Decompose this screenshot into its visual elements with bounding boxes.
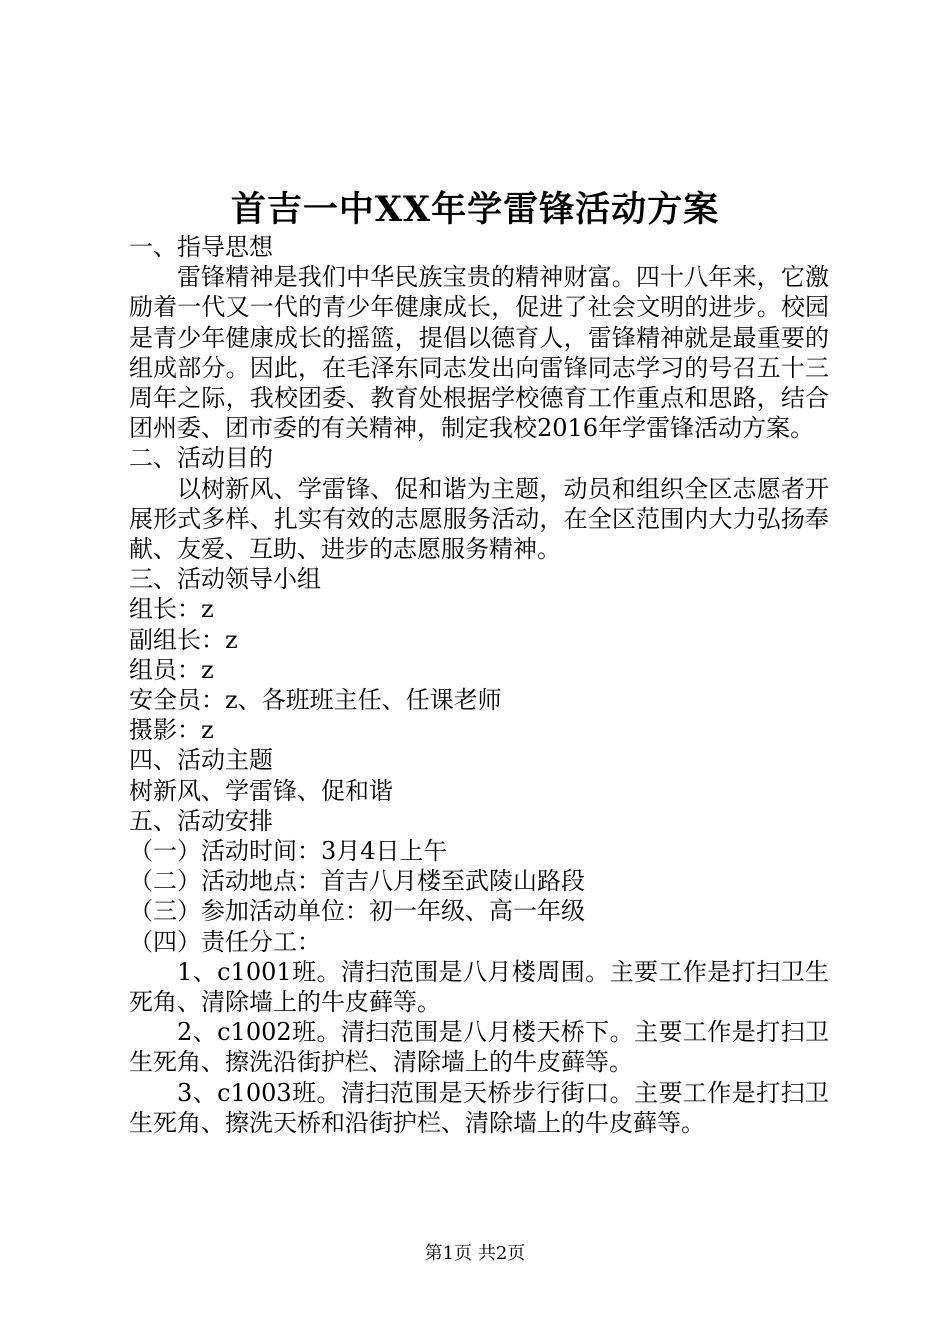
paragraph-activity-purpose: 以树新风、学雷锋、促和谐为主题，动员和组织全区志愿者开展形式多样、扎实有效的志愿服务活动，在全区范围内大力弘扬奉献、友爱、互助、进步的志愿服务精神。 <box>129 474 829 564</box>
section-heading-activity-theme: 四、活动主题 <box>129 746 273 775</box>
section-heading-activity-purpose: 二、活动目的 <box>129 444 273 473</box>
activity-theme: 树新风、学雷锋、促和谐 <box>129 776 393 805</box>
leadership-vice-leader: 副组长：z <box>129 625 238 654</box>
arrangement-duties: （四）责任分工： <box>129 927 321 956</box>
section-heading-leadership-group: 三、活动领导小组 <box>129 565 321 594</box>
page-footer: 第1页 共2页 <box>424 1243 526 1264</box>
section-heading-activity-arrangement: 五、活动安排 <box>129 806 273 835</box>
paragraph-guiding-ideology: 雷锋精神是我们中华民族宝贵的精神财富。四十八年来，它激励着一代又一代的青少年健康成长，促进了社会文明的进步。校园是青少年健康成长的摇篮，提倡以德育人，雷锋精神就是最重要的组成部分。因此，在毛泽东同志发出向雷锋同志学习的号召五十三周年之际，我校团委、教育处根据学校德育工作重点和思路，结合团州委、团市委的有关精神，制定我校2016年学雷锋活动方案。 <box>129 263 829 443</box>
arrangement-place: （二）活动地点：首吉八月楼至武陵山路段 <box>129 867 585 896</box>
arrangement-time: （一）活动时间：3月4日上午 <box>129 837 448 866</box>
duty-item-c1002: 2、c1002班。清扫范围是八月楼天桥下。主要工作是打扫卫生死角、擦洗沿街护栏、清除墙上的牛皮藓等。 <box>129 1018 829 1077</box>
document-body <box>129 232 829 1138</box>
leadership-safety: 安全员：z、各班班主任、任课老师 <box>129 686 502 715</box>
leadership-photography: 摄影：z <box>129 716 214 745</box>
document-title: 首吉一中XX年学雷锋活动方案 <box>230 189 720 230</box>
arrangement-units: （三）参加活动单位：初一年级、高一年级 <box>129 897 585 926</box>
leadership-leader: 组长：z <box>129 595 214 624</box>
duty-item-c1001: 1、c1001班。清扫范围是八月楼周围。主要工作是打扫卫生死角、清除墙上的牛皮藓等。 <box>129 957 829 1017</box>
leadership-members: 组员：z <box>129 655 214 684</box>
section-heading-guiding-ideology: 一、指导思想 <box>129 233 273 261</box>
duty-item-c1003: 3、c1003班。清扫范围是天桥步行街口。主要工作是打扫卫生死角、擦洗天桥和沿街护栏、清除墙上的牛皮藓等。 <box>129 1078 829 1137</box>
